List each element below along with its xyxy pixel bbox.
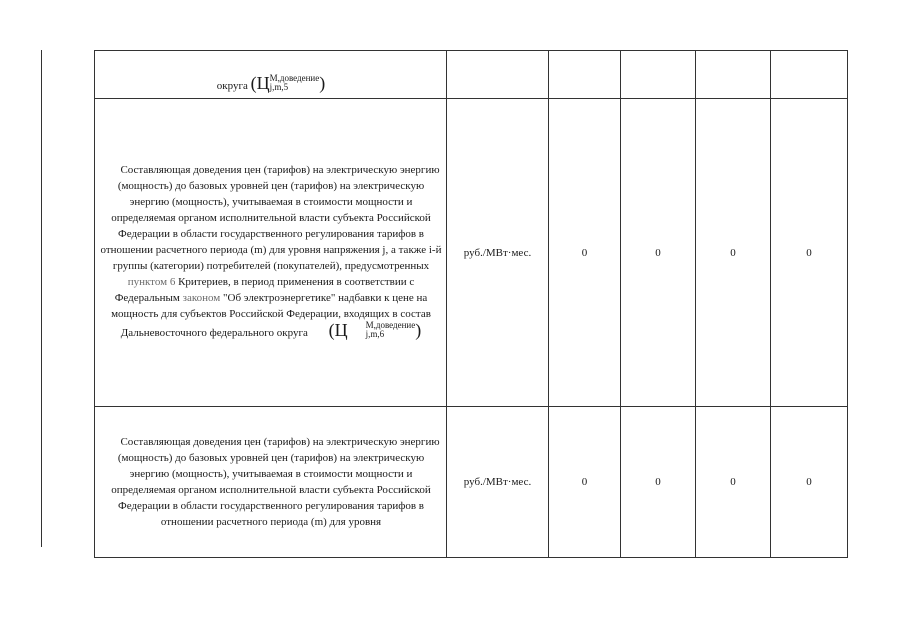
- formula-subscript: j,m,6: [365, 329, 385, 340]
- formula: (Ц М,доведение j,m,5 ): [250, 72, 326, 93]
- federal-law-link[interactable]: законом: [182, 291, 221, 304]
- table-row: [95, 99, 848, 407]
- table-row: [95, 407, 848, 558]
- page-margin-line: [41, 50, 42, 547]
- description-text: Составляющая доведения цен (тарифов) на электрическую энергию (мощность) до базовых уровней цен (тарифов) на электрическую энергию (мощность), учитываемая в стоимости мощности и определяемая органом исполнительной власти субъекта Российской Федерации в области государственного регулирования тарифов в отношении расчетного периода (m) для уровня: [111, 435, 440, 528]
- description-text: Составляющая доведения цен (тарифов) на электрическую энергию (мощность) до базовых уровней цен (тарифов) на электрическую энергию (мощность), учитываемая в стоимости мощности и определяемая органом исполнительной власти субъекта Российской Федерации в области государственного регулирования тарифов в отношении расчетного периода (m) для уровня напряжения j, а также i-й группы (категории) потребителей (покупателей), предусмотренных: [100, 163, 442, 272]
- formula: (Ц М,доведение j,m,6 ): [328, 319, 422, 340]
- description-cell: [95, 407, 447, 558]
- value-cell: 0: [621, 407, 696, 558]
- description-cell: [95, 51, 447, 99]
- table-row: [95, 51, 848, 99]
- formula-letter: Ц: [334, 319, 348, 340]
- value-cell: 0: [549, 407, 621, 558]
- formula-superscript: М,доведение: [365, 320, 416, 331]
- description-cell: [95, 99, 447, 407]
- formula-letter: Ц: [256, 72, 270, 93]
- unit-cell: руб./МВт·мес.: [447, 407, 549, 558]
- value-cell: 0: [549, 99, 621, 407]
- description-text: "Об электроэнергетике" надбавки к цене на мощность для субъектов Российской Федерации, входящих в состав Дальневосточного федерального округа: [111, 291, 431, 339]
- tariff-table: [94, 50, 848, 558]
- value-cell: 0: [696, 407, 771, 558]
- value-cell: 0: [621, 99, 696, 407]
- description-text: округа: [216, 79, 248, 92]
- value-cell: [771, 51, 848, 99]
- criteria-link[interactable]: пунктом 6: [127, 275, 176, 288]
- value-cell: [621, 51, 696, 99]
- value-cell: 0: [771, 99, 848, 407]
- description-text: Критериев, в период применения в соответствии с Федеральным: [114, 275, 415, 304]
- value-cell: [549, 51, 621, 99]
- value-cell: [696, 51, 771, 99]
- formula-superscript: М,доведение: [269, 73, 320, 83]
- unit-cell: [447, 51, 549, 99]
- value-cell: 0: [696, 99, 771, 407]
- value-cell: 0: [771, 407, 848, 558]
- unit-cell: руб./МВт·мес.: [447, 99, 549, 407]
- formula-subscript: j,m,5: [269, 82, 289, 92]
